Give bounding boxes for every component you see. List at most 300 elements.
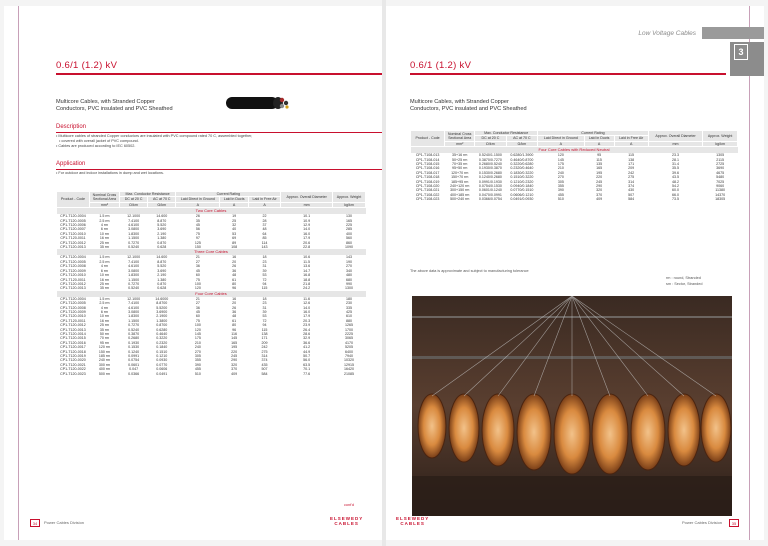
table-cell: 85 xyxy=(262,236,267,241)
table-cell: 19 xyxy=(232,214,237,219)
table-cell: 0.1510/0.3220 xyxy=(510,175,534,180)
table-cell: 94 xyxy=(262,323,267,328)
table-cell: 16.8 xyxy=(303,273,311,278)
table-cell: 2.190 xyxy=(157,273,167,278)
table-cell: 10.1 xyxy=(303,214,311,219)
table-cell: 11380 xyxy=(715,188,726,193)
table-cell: 16 xyxy=(232,296,237,301)
table-cell: 0.5240 xyxy=(128,286,140,291)
table-cell: 44.9 xyxy=(303,349,311,354)
table-cell: 100 xyxy=(194,281,201,286)
table-cell: 150+70 rm xyxy=(451,175,469,180)
table-cell: 108 xyxy=(231,245,238,250)
table-cell: 41.2 xyxy=(303,345,311,350)
table-cell: 60 xyxy=(195,314,200,319)
table-cell: 0.0491/0.0930 xyxy=(510,197,534,202)
table-cell: 37 xyxy=(262,223,267,228)
table-cell: 4 rm xyxy=(100,305,109,310)
table-cell: 150 rm xyxy=(98,349,111,354)
table-cell: 340 xyxy=(346,268,353,273)
table-cell: 210 xyxy=(557,166,564,171)
table-cell: 14.0 xyxy=(303,305,311,310)
table-cell: 32.9 xyxy=(303,336,311,341)
left-brand-logo xyxy=(330,516,363,526)
table-cell: 584 xyxy=(628,197,635,202)
table-cell: 39 xyxy=(262,268,267,273)
table-cell: 97 xyxy=(195,236,200,241)
table-cell: CP1-T120-0009 xyxy=(60,309,86,314)
table-cell: CP1-T108-013 xyxy=(415,153,440,158)
left-header-rule xyxy=(56,73,382,75)
table-cell: 455 xyxy=(194,367,201,372)
table-cell: CP1-T120-0008 xyxy=(60,305,86,310)
table-cell: 0.6280 xyxy=(156,327,168,332)
th-ducts: Laid in Ducts xyxy=(220,197,248,202)
table-cell: CP1-T120-0004 xyxy=(60,214,86,219)
section-tag: Low Voltage Cables xyxy=(638,30,696,37)
table-cell: 35 rm xyxy=(99,245,110,250)
table-cell: 0.8700 xyxy=(156,323,168,328)
table-cell: 185+95 rm xyxy=(451,179,469,184)
table-cell: 70.1 xyxy=(303,367,311,372)
left-footer-text: Power Cables Division xyxy=(44,520,85,525)
th-unit-mm: mm xyxy=(281,202,333,207)
table-cell: 14.600 xyxy=(156,214,168,219)
table-cell: 2.5 rm xyxy=(99,218,110,223)
right-table-body xyxy=(411,147,738,202)
table-cell: 0.1240/0.2680 xyxy=(478,175,502,180)
table-cell: 125 xyxy=(194,240,201,245)
table-cell: 230 xyxy=(346,301,353,306)
table-cell: 2725 xyxy=(716,162,725,167)
right-brand-line1: ELSEWEDY xyxy=(396,516,430,521)
table-cell: 1.1500 xyxy=(128,318,140,323)
table-cell: 0.5240 xyxy=(128,327,140,332)
th-nominal-area: Nominal Cross Sectional Area xyxy=(89,192,119,203)
table-cell: 190 xyxy=(346,259,353,264)
table-cell: 130 xyxy=(346,214,353,219)
table-cell: CP1-T120-0015 xyxy=(60,336,86,341)
table-cell: 4.6100 xyxy=(128,264,140,269)
th-unit-dc: Ω/km xyxy=(119,202,147,207)
table-cell: 1.8300 xyxy=(128,314,140,319)
table-cell: CP1-T108-015 xyxy=(415,162,440,167)
th-weight: Approx. Weight xyxy=(333,192,366,203)
table-cell: 96 xyxy=(232,286,237,291)
table-cell: 320 xyxy=(596,188,603,193)
table-cell: CP1-T120-0004 xyxy=(60,255,86,260)
factory-photo xyxy=(412,296,732,516)
section-tag-bar xyxy=(702,27,764,39)
table-cell: 1700 xyxy=(345,327,354,332)
table-cell: 25 rm xyxy=(99,240,110,245)
table-cell: 145 xyxy=(557,157,564,162)
table-cell: 0.0366/0.0754 xyxy=(478,197,502,202)
table-cell: 165 xyxy=(231,340,238,345)
table-cell: 0.1210 xyxy=(156,354,168,358)
table-cell: 4.6100 xyxy=(128,223,140,228)
table-cell: 70+35 rm xyxy=(452,162,468,167)
table-cell: 175 xyxy=(194,336,201,341)
table-cell: 220 xyxy=(231,349,238,354)
table-cell: 290 xyxy=(596,184,603,189)
table-cell: 240+120 rm xyxy=(450,184,470,189)
right-brand-line2: CABLES xyxy=(400,521,425,526)
table-cell: 16.0 xyxy=(303,231,311,236)
table-cell: 171 xyxy=(628,162,635,167)
table-cell: 3.0800 xyxy=(128,268,140,273)
table-cell: 25 rm xyxy=(99,323,110,328)
table-cell: 14.0 xyxy=(303,227,311,232)
table-cell: 0.7270 xyxy=(128,281,140,286)
table-cell: 210 xyxy=(194,340,201,345)
table-cell: 40 xyxy=(232,227,237,232)
table-cell: 12.6 xyxy=(303,301,311,306)
table-cell: 2225 xyxy=(345,331,354,336)
chapter-tab-number: 3 xyxy=(734,44,748,60)
table-cell: CP1-T108-017 xyxy=(415,170,440,175)
table-cell: CP1-T120-0018 xyxy=(60,349,86,354)
table-cell: 409 xyxy=(596,197,603,202)
table-cell: 430 xyxy=(628,188,635,193)
left-subtitle-2: Conductors, PVC insulated and PVC Sheathed xyxy=(56,106,173,112)
table-cell: CP1-T108-020 xyxy=(415,184,440,189)
left-header-title: 0.6/1 (1.2) kV xyxy=(56,60,118,71)
table-cell: 145 xyxy=(231,336,238,341)
table-cell: 120 xyxy=(194,327,201,332)
table-cell: 28.6 xyxy=(303,331,311,336)
table-cell: 18.8 xyxy=(303,277,311,282)
table-cell: CP1-T120-0021 xyxy=(60,362,86,367)
table-cell: 70 rm xyxy=(99,336,110,341)
table-cell: 24.2 xyxy=(303,286,311,291)
table-cell: 3.0800 xyxy=(128,227,140,232)
continued-label: cont'd xyxy=(344,503,355,507)
table-cell: 500 rm xyxy=(98,371,111,376)
table-cell: 75 xyxy=(195,277,200,282)
table-cell: 0.628 xyxy=(157,286,167,291)
table-cell: 94 xyxy=(262,281,267,286)
table-cell: 1.8300 xyxy=(128,231,140,236)
table-cell: 4675 xyxy=(716,170,725,175)
table-cell: 120 xyxy=(194,286,201,291)
table-cell: 13.6 xyxy=(303,264,311,269)
table-cell: CP1-T120-0006 xyxy=(60,223,86,228)
section-title: Two Core Cables xyxy=(57,208,366,215)
table-cell: 36 xyxy=(232,309,237,314)
table-cell: 305 xyxy=(557,179,564,184)
table-cell: 69 xyxy=(232,236,237,241)
table-cell: 9060 xyxy=(716,184,725,189)
right-header-rule xyxy=(410,73,726,75)
th-ducts: Laid in Ducts xyxy=(584,136,614,141)
table-cell: 610 xyxy=(346,314,353,319)
table-cell: 0.0754 xyxy=(128,358,140,363)
table-cell: CP1-T120-0019 xyxy=(60,354,86,358)
table-cell: 242 xyxy=(261,345,268,350)
table-cell: 28.1 xyxy=(672,157,680,162)
table-cell: 31 xyxy=(262,305,267,310)
table-cell: 20.3 xyxy=(303,318,311,323)
table-cell: 0.1240 xyxy=(128,349,140,354)
table-cell: CP1-T108-018 xyxy=(415,175,440,180)
table-cell: 0.2680 xyxy=(128,336,140,341)
table-cell: CP1-T120-0013 xyxy=(60,327,86,332)
table-cell: 0.0940/0.1840 xyxy=(510,184,534,189)
table-cell: 35+16 rm xyxy=(452,153,468,158)
table-cell: 95 xyxy=(597,153,602,158)
legend-sm: sm : Sector, Stranded xyxy=(666,282,703,286)
table-cell: 6 rm xyxy=(100,309,109,314)
table-cell: 7.4100 xyxy=(128,301,140,306)
table-cell: 240 xyxy=(194,345,201,350)
table-cell: 45 xyxy=(195,309,200,314)
table-cell: 305 xyxy=(194,354,201,358)
table-cell: 0.628 xyxy=(157,245,167,250)
table-cell: 26 xyxy=(232,264,237,269)
table-cell: 25 xyxy=(232,218,237,223)
table-cell: 5480 xyxy=(716,175,725,180)
table-cell: 17.9 xyxy=(303,314,311,319)
table-cell: 1305 xyxy=(716,153,725,158)
table-cell: 16 xyxy=(232,255,237,260)
table-cell: CP1-T120-0023 xyxy=(60,371,86,376)
table-cell: 300+150 rm xyxy=(450,188,470,193)
table-cell: 145 xyxy=(194,331,201,336)
cable-illustration xyxy=(226,93,290,113)
table-cell: 50 rm xyxy=(99,331,110,336)
table-cell: CP1-T120-0012 xyxy=(60,240,86,245)
table-cell: 22 xyxy=(262,214,267,219)
table-cell: 48 xyxy=(232,273,237,278)
table-cell: 390 xyxy=(557,188,564,193)
right-footer-text: Power Cables Division xyxy=(682,520,723,525)
table-cell: 120 rm xyxy=(98,345,111,350)
application-list xyxy=(56,171,382,176)
table-cell: 1.3800 xyxy=(156,318,168,323)
table-cell: 36.6 xyxy=(303,340,311,345)
table-cell: 35 rm xyxy=(99,286,110,291)
table-cell: 1.5 rm xyxy=(99,255,110,260)
table-cell: 80 xyxy=(232,323,237,328)
table-cell: 171 xyxy=(261,336,268,341)
table-cell: 7940 xyxy=(345,354,354,358)
table-cell: 0.1510 xyxy=(156,349,168,354)
right-margin-line xyxy=(749,6,750,540)
table-cell: 53 xyxy=(262,273,267,278)
table-cell: 20 xyxy=(232,259,237,264)
table-cell: 27 xyxy=(195,301,200,306)
table-cell: 374 xyxy=(261,358,268,363)
table-cell: 53 xyxy=(232,231,237,236)
table-cell: 26.4 xyxy=(303,327,311,332)
table-cell: 39.6 xyxy=(672,170,680,175)
table-cell: 21085 xyxy=(344,371,355,376)
table-cell: 3.690 xyxy=(157,268,167,273)
table-cell: 1.380 xyxy=(157,236,167,241)
application-bullet-1: • For outdoor and indoor installations in dump and wet locations. xyxy=(56,171,382,176)
tolerance-note: The above data is approximate and subject to manufacturing tolerance xyxy=(410,269,529,273)
table-cell: 400 rm xyxy=(98,367,111,372)
table-cell: 0.5240 xyxy=(128,245,140,250)
table-cell: 72 xyxy=(262,277,267,282)
th-ground: Laid Direct in Ground xyxy=(538,136,585,141)
table-cell: 138 xyxy=(628,157,635,162)
table-cell: 150 xyxy=(194,245,201,250)
table-cell: 3690 xyxy=(716,166,725,171)
table-cell: CP1-T120-0009 xyxy=(60,268,86,273)
table-cell: 370 xyxy=(231,367,238,372)
table-cell: 270 xyxy=(194,349,201,354)
table-cell: 48.2 xyxy=(672,179,680,184)
table-cell: 10.6 xyxy=(303,255,311,260)
table-cell: 0.3870 xyxy=(128,331,140,336)
table-cell: 1.380 xyxy=(157,277,167,282)
right-spec-table xyxy=(410,130,738,202)
table-cell: 64 xyxy=(262,231,267,236)
table-cell: 10 rm xyxy=(99,314,110,319)
table-cell: 4.6100 xyxy=(128,305,140,310)
table-cell: 22.8 xyxy=(303,245,311,250)
table-cell: 50+25 rm xyxy=(452,157,468,162)
table-cell: CP1-T120-0005 xyxy=(60,259,86,264)
table-cell: 6400 xyxy=(345,349,354,354)
table-cell: 390 xyxy=(194,362,201,367)
table-cell: 209 xyxy=(261,340,268,345)
table-cell: 66.0 xyxy=(672,192,680,197)
table-cell: 11.5 xyxy=(303,259,311,264)
table-cell: 21 xyxy=(195,296,200,301)
table-cell: 0.0606/0.1210 xyxy=(510,192,534,197)
table-cell: 0.6280/1.3900 xyxy=(510,153,534,158)
table-cell: 35 rm xyxy=(99,327,110,332)
table-cell: 7.4100 xyxy=(128,218,140,223)
left-brand-line2: CABLES xyxy=(334,521,359,526)
table-cell: 143 xyxy=(346,255,353,260)
th-ac: AC at 70 C xyxy=(148,197,176,202)
table-cell: 0.1530/0.2680 xyxy=(478,170,502,175)
th-unit-kg: kg/km xyxy=(333,202,366,207)
table-cell: 61 xyxy=(232,277,237,282)
table-cell: 0.0770/0.1510 xyxy=(510,188,534,193)
table-cell: CP1-T120-0005 xyxy=(60,301,86,306)
table-cell: 2.5 rm xyxy=(99,301,110,306)
table-cell: 5.520 xyxy=(157,264,167,269)
table-cell: CP1-T120-0012 xyxy=(60,281,86,286)
table-cell: 56.0 xyxy=(303,358,311,363)
table-cell: 0.7270 xyxy=(128,240,140,245)
table-cell: 175 xyxy=(557,162,564,167)
table-cell: 63.5 xyxy=(303,362,311,367)
th-air: Laid in Free Air xyxy=(614,136,648,141)
table-cell: 165 xyxy=(346,218,353,223)
th-unit-a1: A xyxy=(538,141,585,146)
table-cell: 209 xyxy=(628,166,635,171)
table-cell: 10320 xyxy=(344,358,355,363)
section-title: Three Core Cables xyxy=(57,249,366,255)
table-cell: 0.5240/1.1500 xyxy=(478,153,502,158)
table-cell: 4170 xyxy=(345,340,354,345)
table-cell: 275 xyxy=(628,175,635,180)
table-cell: 12.1000 xyxy=(127,214,141,219)
left-table-body xyxy=(57,208,366,376)
th-unit-mm: mm xyxy=(648,141,703,146)
table-cell: 0.870 xyxy=(157,240,167,245)
th-current-rating: Current Rating xyxy=(538,131,649,136)
table-cell: CP1-T120-0011 xyxy=(60,318,86,323)
table-cell: 480 xyxy=(346,273,353,278)
table-cell: 165 xyxy=(596,166,603,171)
table-cell: 95 rm xyxy=(99,340,110,345)
table-cell: 5.520 xyxy=(157,223,167,228)
table-cell: 138 xyxy=(261,331,268,336)
table-cell: CP1-T120-0012 xyxy=(60,323,86,328)
table-cell: 14.600 xyxy=(156,255,168,260)
right-page xyxy=(386,6,764,540)
table-cell: 45 xyxy=(195,223,200,228)
table-cell: CP1-T108-022 xyxy=(415,192,440,197)
table-cell: 80 xyxy=(232,281,237,286)
table-cell: 18305 xyxy=(715,197,726,202)
table-cell: CP1-T120-0017 xyxy=(60,345,86,350)
table-cell: 455 xyxy=(557,192,564,197)
table-cell: 270 xyxy=(346,264,353,269)
left-subtitle-1: Multicore Cables, with Stranded Copper xyxy=(56,99,155,105)
table-cell: 1.5 rm xyxy=(99,214,110,219)
table-cell: CP1-T120-0008 xyxy=(60,264,86,269)
table-cell: 355 xyxy=(557,184,564,189)
table-cell: 135 xyxy=(596,162,603,167)
table-cell: 72 xyxy=(262,318,267,323)
th-unit-ac: Ω/km xyxy=(506,141,537,146)
table-cell: 990 xyxy=(346,281,353,286)
table-cell: CP1-T120-0013 xyxy=(60,245,86,250)
table-cell: 73.5 xyxy=(672,197,680,202)
table-cell: CP1-T120-0020 xyxy=(60,358,86,363)
table-cell: CP1-T120-0011 xyxy=(60,277,86,282)
table-cell: CP1-T120-0022 xyxy=(60,367,86,372)
table-cell: 500+240 rm xyxy=(450,197,470,202)
description-bullet-1: • Multicore cables of stranded Copper conductors are insulated with PVC compound rated 70 C, assembled together, xyxy=(56,134,382,139)
table-cell: 20.6 xyxy=(303,240,311,245)
table-cell: 120+70 rm xyxy=(451,170,469,175)
application-rule xyxy=(56,169,382,170)
th-ac: AC at 70 C xyxy=(506,136,537,141)
table-cell: 0.1930/0.3870 xyxy=(478,166,502,171)
table-cell: CP1-T120-0010 xyxy=(60,273,86,278)
right-subtitle-2: Conductors, PVC insulated and PVC Sheathed xyxy=(410,106,527,112)
right-header-title: 0.6/1 (1.2) kV xyxy=(410,60,472,71)
table-cell: 50.7 xyxy=(303,354,311,358)
right-subtitle-1: Multicore Cables, with Stranded Copper xyxy=(410,99,509,105)
table-cell: 560 xyxy=(346,236,353,241)
table-cell: 409 xyxy=(231,371,238,376)
th-nominal-area: Nominal Cross Sectional Area xyxy=(445,131,475,142)
table-cell: 89 xyxy=(232,240,237,245)
table-cell: 0.3220 xyxy=(156,336,168,341)
table-cell: 4 rm xyxy=(100,264,109,269)
table-cell: CP1-T108-023 xyxy=(415,197,440,202)
table-cell: 0.1530 xyxy=(128,345,140,350)
table-cell: CP1-T120-0010 xyxy=(60,231,86,236)
table-cell: 225 xyxy=(346,223,353,228)
table-cell: 26 xyxy=(232,305,237,310)
table-cell: CP1-T120-0013 xyxy=(60,286,86,291)
table-cell: 36 xyxy=(195,305,200,310)
description-bullet-1b: • covered with overall jacket of PVC compound. xyxy=(56,139,382,144)
th-max-resistance: Max. Conductor Resistance xyxy=(119,192,175,197)
table-cell: 0.7270 xyxy=(128,323,140,328)
